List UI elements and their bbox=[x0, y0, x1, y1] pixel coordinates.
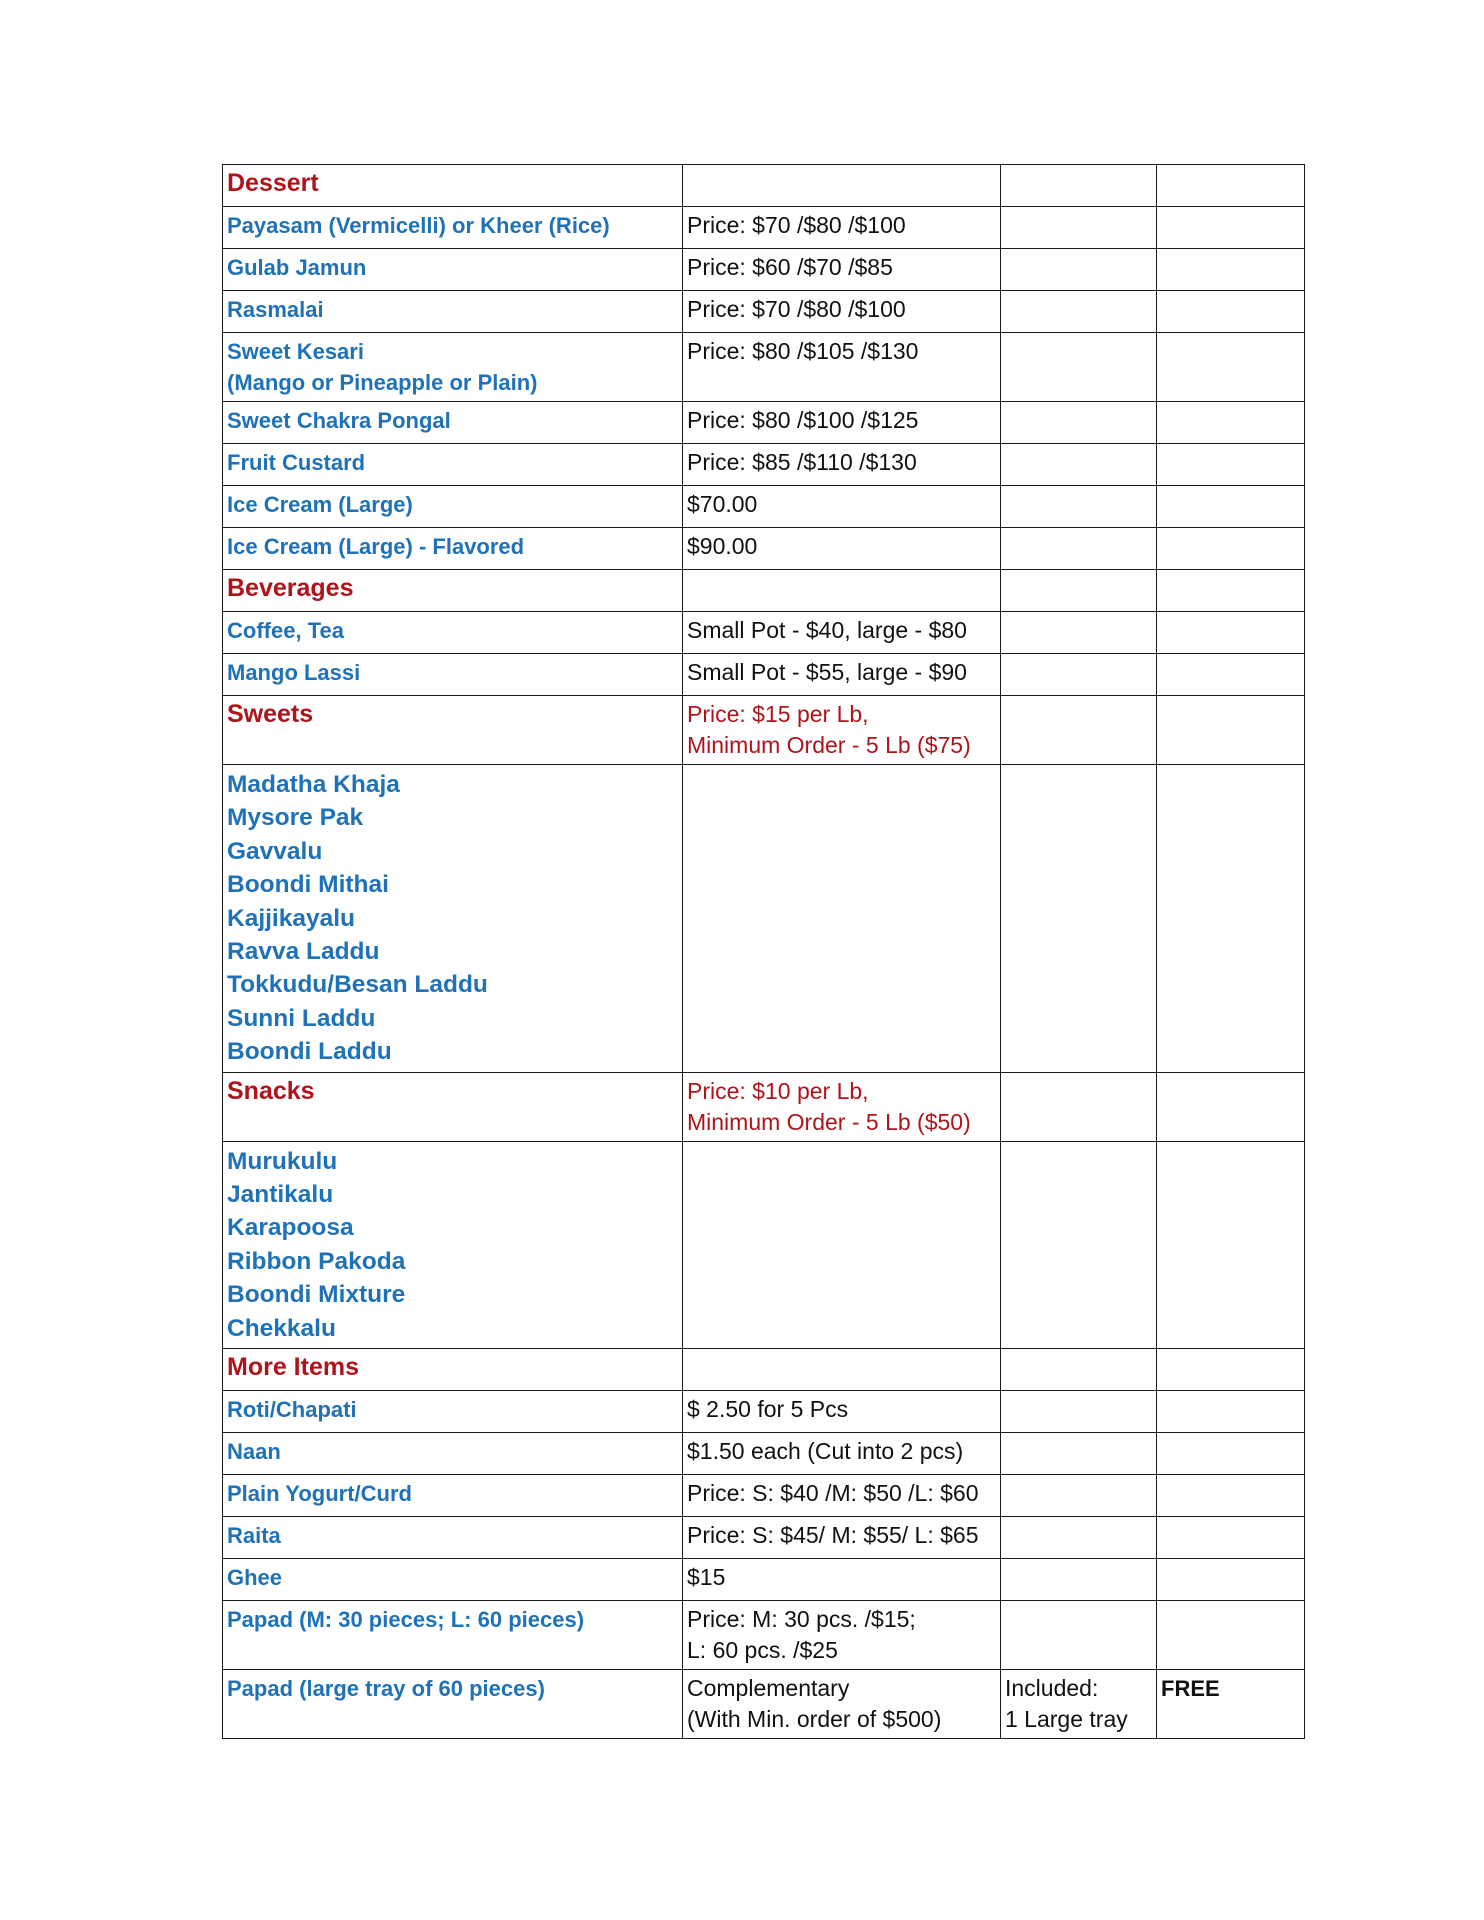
section-heading-beverages: Beverages bbox=[223, 570, 683, 612]
table-row bbox=[223, 1475, 1305, 1517]
item-name: Gulab Jamun bbox=[223, 249, 683, 291]
item-price: Price: S: $45/ M: $55/ L: $65 bbox=[683, 1517, 1001, 1559]
table-row bbox=[223, 249, 1305, 291]
table-row bbox=[223, 1433, 1305, 1475]
item-price: $ 2.50 for 5 Pcs bbox=[683, 1391, 1001, 1433]
table-row bbox=[223, 612, 1305, 654]
list-item: Ribbon Pakoda bbox=[227, 1247, 406, 1275]
item-price bbox=[683, 1670, 1001, 1739]
snacks-list-row bbox=[223, 1141, 1305, 1348]
item-name: Payasam (Vermicelli) or Kheer (Rice) bbox=[223, 207, 683, 249]
item-name: Sweet Chakra Pongal bbox=[223, 402, 683, 444]
list-item: Boondi Mixture bbox=[227, 1281, 406, 1309]
section-row-sweets bbox=[223, 696, 1305, 765]
snacks-price bbox=[683, 1072, 1001, 1141]
item-name: Ghee bbox=[223, 1559, 683, 1601]
snacks-list bbox=[223, 1141, 683, 1348]
item-price: Price: $80 /$100 /$125 bbox=[683, 402, 1001, 444]
item-name: Papad (large tray of 60 pieces) bbox=[223, 1670, 683, 1739]
menu-table bbox=[222, 164, 1305, 1739]
price-line: L: 60 pcs. /$25 bbox=[687, 1637, 838, 1664]
item-price: $1.50 each (Cut into 2 pcs) bbox=[683, 1433, 1001, 1475]
item-name: Roti/Chapati bbox=[223, 1391, 683, 1433]
section-row-more-items bbox=[223, 1349, 1305, 1391]
item-price: $70.00 bbox=[683, 486, 1001, 528]
item-name: Rasmalai bbox=[223, 291, 683, 333]
item-name: Mango Lassi bbox=[223, 654, 683, 696]
item-name: Papad (M: 30 pieces; L: 60 pieces) bbox=[223, 1601, 683, 1670]
price-line: Price: M: 30 pcs. /$15; bbox=[687, 1606, 916, 1633]
table-row bbox=[223, 207, 1305, 249]
section-row-dessert bbox=[223, 165, 1305, 207]
item-price: Price: $85 /$110 /$130 bbox=[683, 444, 1001, 486]
table-row bbox=[223, 1391, 1305, 1433]
section-row-snacks bbox=[223, 1072, 1305, 1141]
price-line: Minimum Order - 5 Lb ($50) bbox=[687, 1108, 971, 1135]
section-heading-more-items: More Items bbox=[223, 1349, 683, 1391]
item-name: Raita bbox=[223, 1517, 683, 1559]
table-row bbox=[223, 402, 1305, 444]
section-heading-sweets: Sweets bbox=[223, 696, 683, 765]
list-item: Boondi Laddu bbox=[227, 1038, 392, 1066]
sweets-price bbox=[683, 696, 1001, 765]
included-line: 1 Large tray bbox=[1005, 1706, 1128, 1733]
item-price: Small Pot - $55, large - $90 bbox=[683, 654, 1001, 696]
list-item: Kajjikayalu bbox=[227, 904, 356, 932]
item-name: Fruit Custard bbox=[223, 444, 683, 486]
item-name: Ice Cream (Large) bbox=[223, 486, 683, 528]
sweets-list-row bbox=[223, 765, 1305, 1073]
item-price bbox=[683, 1601, 1001, 1670]
list-item: Madatha Khaja bbox=[227, 771, 400, 798]
table-row bbox=[223, 333, 1305, 402]
section-heading-snacks: Snacks bbox=[223, 1072, 683, 1141]
table-row bbox=[223, 291, 1305, 333]
table-row bbox=[223, 1559, 1305, 1601]
list-item: Ravva Laddu bbox=[227, 938, 380, 966]
included-note bbox=[1001, 1670, 1157, 1739]
item-name: Plain Yogurt/Curd bbox=[223, 1475, 683, 1517]
item-price: Price: $80 /$105 /$130 bbox=[683, 333, 1001, 402]
table-row bbox=[223, 1601, 1305, 1670]
item-name-line: (Mango or Pineapple or Plain) bbox=[227, 370, 538, 395]
item-name: Ice Cream (Large) - Flavored bbox=[223, 528, 683, 570]
item-price: $90.00 bbox=[683, 528, 1001, 570]
item-price: Price: S: $40 /M: $50 /L: $60 bbox=[683, 1475, 1001, 1517]
section-row-beverages bbox=[223, 570, 1305, 612]
list-item: Tokkudu/Besan Laddu bbox=[227, 971, 488, 999]
table-row bbox=[223, 528, 1305, 570]
list-item: Murukulu bbox=[227, 1147, 338, 1175]
item-price: Price: $70 /$80 /$100 bbox=[683, 207, 1001, 249]
price-line: Complementary bbox=[687, 1675, 850, 1702]
list-item: Sunni Laddu bbox=[227, 1004, 376, 1032]
table-row bbox=[223, 444, 1305, 486]
section-heading-dessert: Dessert bbox=[223, 165, 683, 207]
item-name bbox=[223, 333, 683, 402]
price-line: (With Min. order of $500) bbox=[687, 1706, 942, 1733]
price-line: Price: $15 per Lb, bbox=[687, 701, 869, 727]
list-item: Boondi Mithai bbox=[227, 871, 389, 899]
item-name: Coffee, Tea bbox=[223, 612, 683, 654]
table-row bbox=[223, 486, 1305, 528]
included-line: Included: bbox=[1005, 1675, 1099, 1702]
item-price: Small Pot - $40, large - $80 bbox=[683, 612, 1001, 654]
list-item: Gavvalu bbox=[227, 837, 323, 865]
item-name-line: Sweet Kesari bbox=[227, 339, 364, 364]
item-price: Price: $60 /$70 /$85 bbox=[683, 249, 1001, 291]
price-line: Price: $10 per Lb, bbox=[687, 1077, 869, 1104]
list-item: Jantikalu bbox=[227, 1181, 334, 1209]
list-item: Mysore Pak bbox=[227, 804, 364, 832]
item-name: Naan bbox=[223, 1433, 683, 1475]
list-item: Chekkalu bbox=[227, 1314, 336, 1342]
table-row bbox=[223, 1670, 1305, 1739]
item-price: Price: $70 /$80 /$100 bbox=[683, 291, 1001, 333]
table-row bbox=[223, 654, 1305, 696]
list-item: Karapoosa bbox=[227, 1214, 354, 1242]
free-tag: FREE bbox=[1157, 1670, 1305, 1739]
price-line: Minimum Order - 5 Lb ($75) bbox=[687, 732, 971, 758]
item-price: $15 bbox=[683, 1559, 1001, 1601]
sweets-list bbox=[223, 765, 683, 1073]
table-row bbox=[223, 1517, 1305, 1559]
